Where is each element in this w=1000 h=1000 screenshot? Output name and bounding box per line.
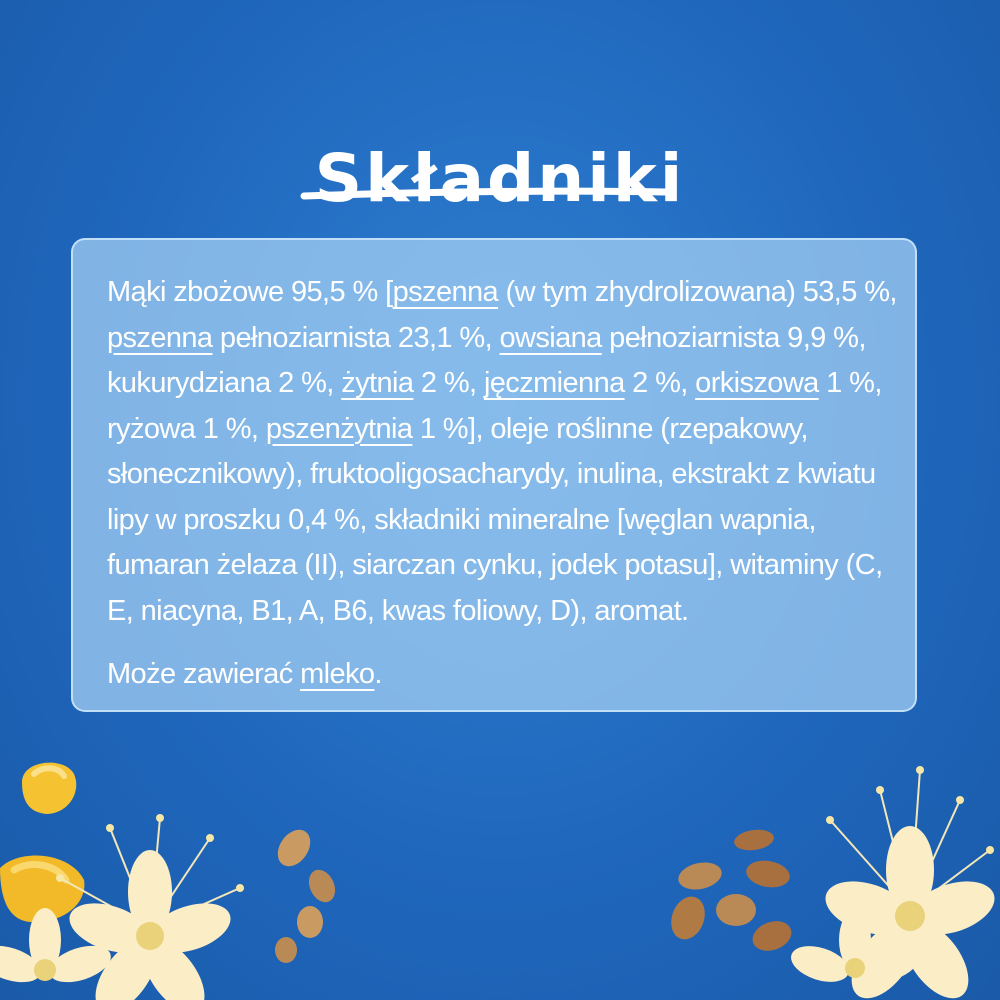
ingredients-text bbox=[107, 270, 897, 634]
ingredient-text: (w tym zhydrolizowana) 53,5 %, bbox=[498, 276, 897, 308]
ingredient-line bbox=[107, 316, 881, 362]
ingredient-text: 1 %], oleje roślinne (rzepakowy, bbox=[412, 412, 808, 445]
linden-flower-icon bbox=[780, 900, 930, 1000]
linden-flower-icon bbox=[0, 900, 120, 1000]
ingredient-text: ryżowa 1 %, bbox=[107, 412, 266, 445]
ingredient-text: kukurydziana 2 %, bbox=[107, 367, 342, 399]
allergen-word: pszenna bbox=[392, 276, 499, 308]
ingredient-text: E, niacyna, B1, A, B6, kwas foliowy, D), aromat. bbox=[107, 594, 689, 627]
allergen-word: żytnia bbox=[341, 367, 414, 399]
ingredient-text: Może zawierać bbox=[107, 658, 301, 690]
title-underline bbox=[300, 178, 670, 208]
ingredient-text: 2 %, bbox=[413, 367, 484, 399]
ingredient-line bbox=[107, 498, 881, 544]
ingredient-text: fumaran żelaza (II), siarczan cynku, jodek potasu], witaminy (C, bbox=[107, 549, 883, 581]
allergen-word: orkiszowa bbox=[695, 367, 819, 399]
allergen-note bbox=[107, 652, 881, 698]
allergen-word: pszenna bbox=[107, 321, 213, 354]
ingredient-text: pełnoziarnista 9,9 %, bbox=[601, 321, 866, 354]
ingredient-text: słonecznikowy), fruktooligosacharydy, inulina, ekstrakt z kwiatu bbox=[107, 458, 876, 490]
page-title: Składniki bbox=[314, 140, 686, 218]
ingredient-text: 2 %, bbox=[624, 367, 696, 399]
ingredient-line bbox=[107, 270, 897, 316]
ingredient-text: . bbox=[374, 658, 382, 690]
ingredient-text: lipy w proszku 0,4 %, składniki mineralne [węglan wapnia, bbox=[107, 503, 816, 536]
wheat-grain-icon bbox=[270, 826, 350, 966]
allergen-word: mleko bbox=[300, 658, 375, 690]
ingredient-line bbox=[107, 543, 881, 589]
ingredient-text: pełnoziarnista 23,1 %, bbox=[212, 321, 500, 354]
allergen-word: pszenżytnia bbox=[265, 412, 413, 445]
ingredient-text: Mąki zbożowe 95,5 % [ bbox=[107, 276, 393, 308]
allergen-word: owsiana bbox=[499, 321, 602, 354]
ingredient-text: 1 %, bbox=[818, 367, 882, 399]
ingredient-line bbox=[107, 589, 881, 635]
ingredient-line bbox=[107, 452, 881, 498]
allergen-word: jęczmienna bbox=[483, 367, 625, 399]
ingredient-line bbox=[107, 407, 881, 453]
ingredient-line bbox=[107, 361, 881, 407]
ingredients-panel bbox=[71, 238, 917, 712]
